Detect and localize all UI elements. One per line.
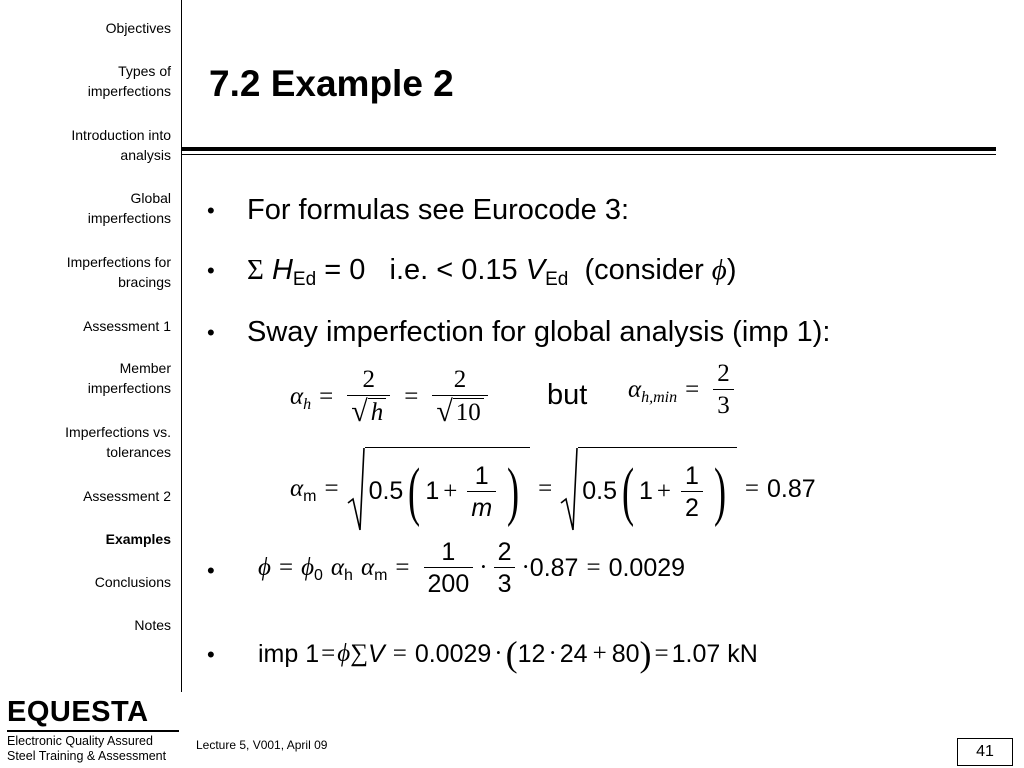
phi-symbol: ϕ (258, 554, 271, 581)
equals-sign: = (685, 376, 700, 403)
sidebar-item-conclusions[interactable] (1, 572, 171, 592)
imp1-label: imp 1 (258, 639, 320, 668)
sidebar-item-notes[interactable] (1, 615, 171, 635)
sidebar-item-label: analysis (120, 147, 171, 163)
formula-alpha-m (290, 446, 816, 532)
equals-sign: = (324, 475, 339, 502)
sidebar-item-label: imperfections (87, 210, 171, 226)
alpha-symbol: α (330, 554, 345, 581)
bullet-4: • (207, 558, 215, 583)
alpha-m-sub: m (374, 567, 388, 584)
fraction-numerator: 1 (685, 461, 699, 490)
consider-text: (consider (568, 254, 712, 286)
formula-alpha-h-min (628, 350, 740, 430)
fraction-1-over-200 (424, 538, 474, 598)
fraction-numerator: 1 (474, 461, 489, 490)
sidebar-item-label: Assessment 1 (83, 318, 171, 334)
fraction-denominator: √ 10 (432, 395, 487, 428)
sidebar-item-label: Examples (105, 531, 171, 547)
phi-symbol: ϕ (337, 640, 351, 667)
h-symbol: H (271, 254, 293, 286)
horizontal-force-condition (247, 252, 736, 288)
phi-value: 0.0029 (414, 639, 492, 668)
sidebar-item-label: Imperfections vs. (65, 424, 171, 440)
fraction-numerator: 2 (362, 366, 375, 393)
alpha-symbol: α (628, 376, 642, 403)
bullet-1: • (207, 198, 215, 223)
bullet-5: • (207, 642, 215, 667)
phi-result: 0.0029 (608, 553, 686, 582)
alpha-symbol: α (290, 475, 304, 502)
close-paren: ) (726, 254, 737, 286)
formula-imp1: imp 1 = ϕ ∑ V = 0.0029 · ( 12 · 24 + 80 ) = 1.07 kN (258, 634, 758, 674)
sidebar-item-label: Types of (118, 63, 171, 79)
fraction-2-over-3 (713, 360, 734, 420)
fraction-2-over-sqrt-h (347, 366, 390, 428)
sigma-symbol: Σ (247, 254, 264, 286)
fraction-denominator: 2 (681, 491, 703, 522)
phi0-sub: 0 (314, 567, 323, 584)
value-a: 12 (517, 639, 546, 668)
formula-alpha-h (290, 362, 494, 432)
alpha-m-result: 0.87 (767, 474, 816, 503)
sidebar-item-label: Assessment 2 (83, 488, 171, 504)
fraction-denominator: m (467, 491, 496, 522)
sidebar-item-assessment-1[interactable] (1, 316, 171, 336)
sidebar-item-examples[interactable] (1, 529, 171, 549)
sidebar-item-label: Member (119, 360, 171, 376)
equals-sign: = (395, 554, 410, 581)
value-c: 80 (611, 639, 640, 668)
fraction-2-over-3 (494, 538, 516, 598)
bullet-3: • (207, 320, 215, 345)
footer-lecture-info: Lecture 5, V001, April 09 (196, 738, 328, 752)
sidebar-item-label: Notes (134, 617, 171, 633)
alpha-symbol: α (290, 383, 304, 410)
logo-subtitle-line1: Electronic Quality Assured (7, 734, 153, 748)
sidebar-item-imperfections-vs-tolerances[interactable] (1, 422, 171, 462)
coefficient: 0.5 (368, 477, 404, 505)
logo-subtitle-line2: Steel Training & Assessment (7, 749, 167, 763)
fraction-2-over-sqrt-10 (432, 366, 487, 428)
sqrt-expression-2: 0.5 ( 1 + $\frac{1}{2}$ ) (560, 447, 737, 531)
sidebar-item-member-imperfections[interactable] (1, 358, 171, 398)
coefficient: 0.5 (582, 477, 618, 505)
v-subscript: Ed (545, 269, 569, 290)
sidebar-item-label: Objectives (105, 20, 171, 36)
fraction-denominator: √ h (347, 395, 390, 428)
sidebar-item-label: Global (130, 190, 171, 206)
fraction-numerator: 2 (497, 538, 512, 566)
alpha-h-sub: h (303, 396, 312, 413)
sidebar-item-label: Introduction into (71, 127, 171, 143)
sidebar-item-introduction-into-analysis[interactable] (1, 125, 171, 165)
alpha-m-sub: m (303, 488, 317, 505)
formula-phi: ϕ = ϕ 0 α h α m = $\frac{1}{200}$ · $\frac{2}{3}$ · 0.87 = 0.0029 (258, 538, 686, 598)
fraction-denominator: 3 (713, 389, 734, 420)
equals-sign: = (392, 640, 407, 667)
sidebar-nav (0, 0, 182, 692)
sum-symbol: ∑ (350, 640, 369, 667)
logo-divider (7, 730, 179, 732)
alpha-h-sub: h (344, 567, 353, 584)
alpha-hmin-sub: h,min (641, 389, 678, 406)
fraction-1-over-m (467, 462, 496, 522)
fraction-denominator: 200 (424, 567, 474, 598)
equals-sign: = (538, 475, 553, 502)
sidebar-item-objectives[interactable] (1, 18, 171, 38)
sidebar-item-label: imperfections (87, 83, 171, 99)
bullet-2: • (207, 258, 215, 283)
equals-sign: = (319, 383, 334, 410)
sidebar-item-label: tolerances (106, 444, 171, 460)
equals-sign: = (278, 554, 294, 581)
equals-sign: = (586, 554, 601, 581)
text-formulas-eurocode: For formulas see Eurocode 3: (247, 194, 630, 226)
value-b: 24 (559, 639, 588, 668)
title-rule-thin (181, 154, 996, 155)
phi-symbol: ϕ (711, 254, 727, 286)
sqrt-10-value: 10 (453, 398, 484, 427)
alpha-symbol: α (360, 554, 375, 581)
sidebar-item-imperfections-for-bracings[interactable] (1, 252, 171, 292)
fraction-numerator: 2 (717, 360, 730, 387)
one-value: 1 (425, 477, 440, 505)
fraction-denominator: 3 (494, 567, 516, 598)
fraction-1-over-2 (681, 462, 703, 522)
imp1-result: 1.07 kN (671, 639, 758, 668)
equals-sign: = (744, 475, 760, 502)
fraction-numerator: 2 (453, 366, 467, 393)
equesta-logo (7, 697, 179, 767)
logo-name: EQUESTA (7, 696, 149, 728)
sidebar-item-assessment-2[interactable] (1, 486, 171, 506)
phi-symbol: ϕ (301, 554, 315, 581)
sidebar-item-label: Conclusions (94, 574, 171, 590)
sidebar-item-label: imperfections (87, 380, 171, 396)
condition-text: = 0 i.e. < 0.15 (316, 254, 526, 286)
v-symbol: V (525, 254, 546, 286)
v-symbol: V (368, 639, 385, 668)
sidebar-item-label: Imperfections for (66, 254, 171, 270)
sidebar-item-global-imperfections[interactable] (1, 188, 171, 228)
one-value: 1 (639, 477, 653, 505)
page-number: 41 (957, 738, 1013, 766)
sqrt-h-value: h (368, 398, 387, 427)
slide-title: 7.2 Example 2 (209, 63, 454, 104)
text-but: but (547, 379, 588, 411)
sqrt-expression-1: 0.5 ( 1 + $\frac{1}{m}$ ) (347, 447, 531, 531)
h-subscript: Ed (292, 269, 317, 290)
title-rule (181, 147, 996, 151)
text-sway-imperfection: Sway imperfection for global analysis (imp 1): (247, 316, 831, 348)
sidebar-item-types-of-imperfections[interactable] (1, 61, 171, 101)
fraction-numerator: 1 (441, 538, 456, 566)
factor-value: 0.87 (529, 553, 579, 582)
sidebar-item-label: bracings (118, 274, 171, 290)
equals-sign: = (404, 383, 419, 410)
